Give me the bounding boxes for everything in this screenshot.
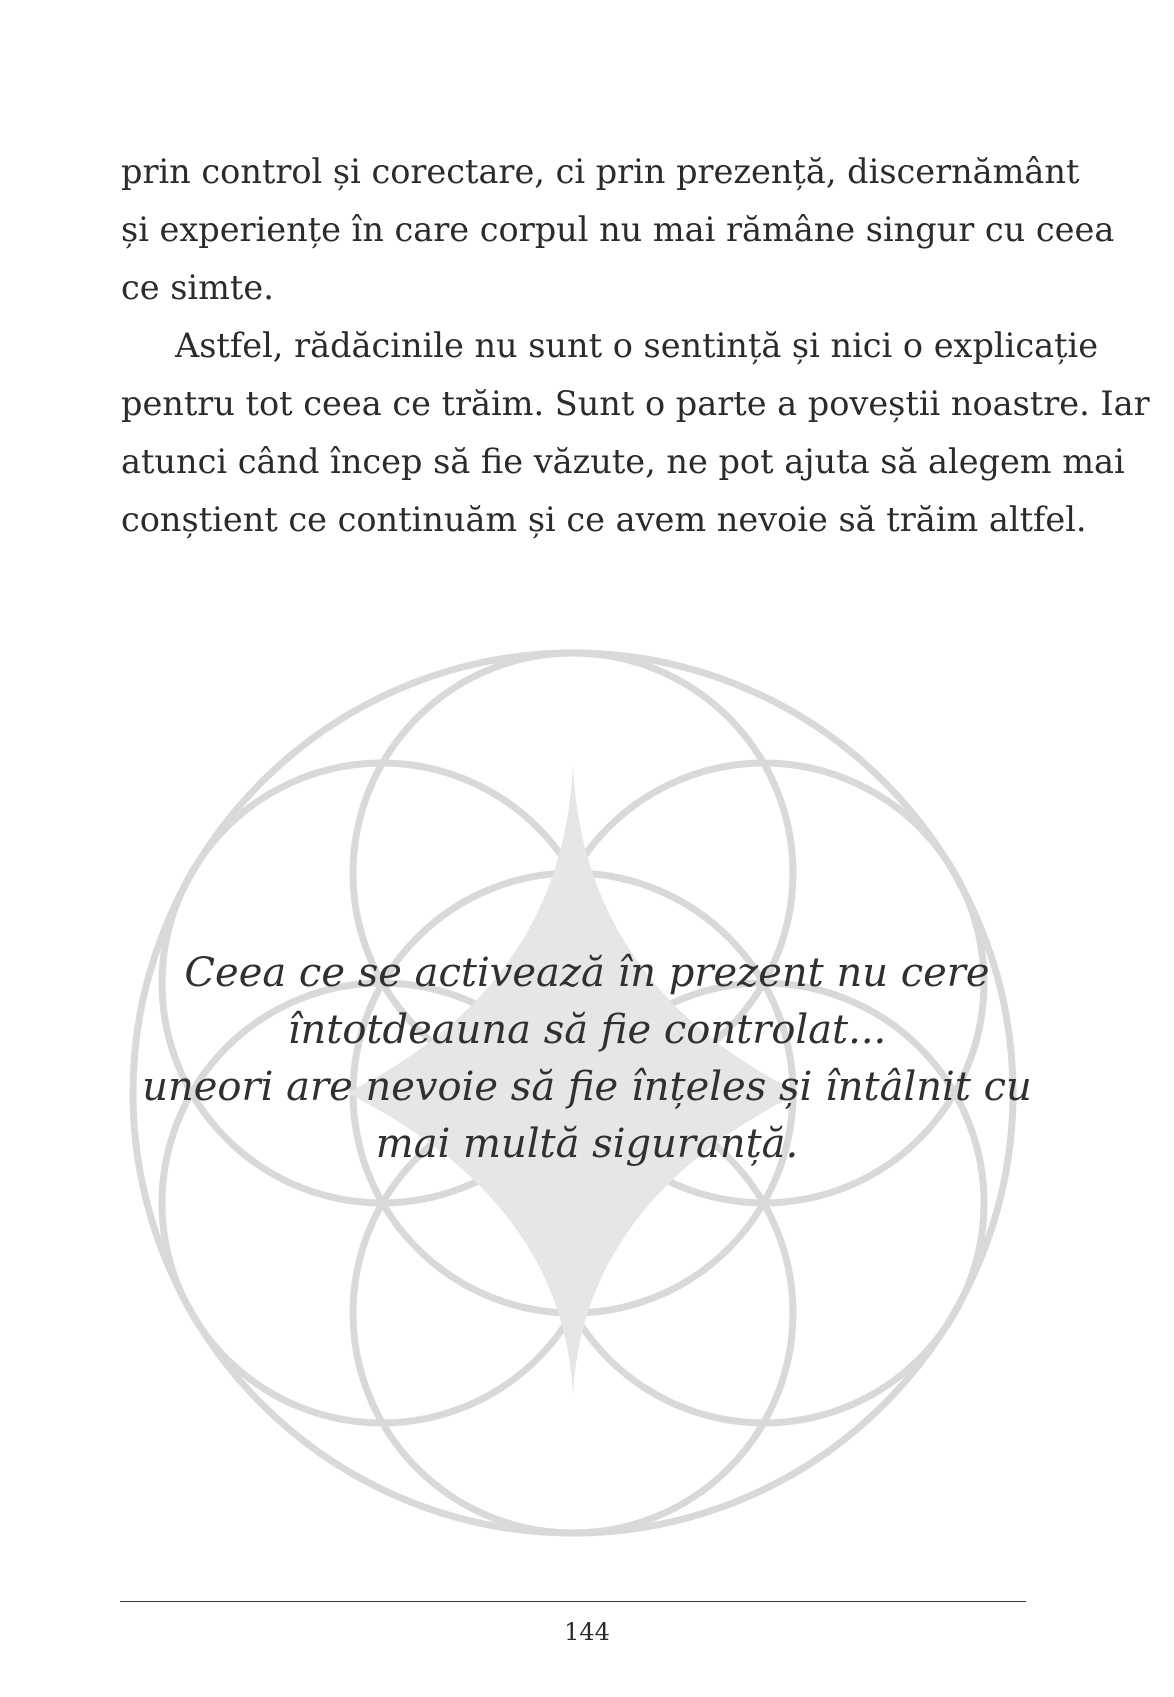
pull-quote [100,945,1074,1173]
paragraph-2-line-2: pentru tot ceea ce trăim. Sunt o parte a poveștii noastre. Iar [121,384,1150,423]
page-number: 144 [564,1618,610,1646]
quote-line-1: Ceea ce se activează în prezent nu cere [184,950,990,996]
paragraph-1-line-3: ce simte. [121,268,274,307]
paragraph-1-line-2: și experiențe în care corpul nu mai rămâne singur cu ceea [121,210,1115,249]
quote-line-2: întotdeauna să fie controlat... [287,1007,887,1053]
paragraph-1-line-1: prin control și corectare, ci prin prezență, discernământ [121,152,1080,191]
footer-divider [120,1601,1026,1602]
paragraph-2-line-4: conștient ce continuăm și ce avem nevoie să trăim altfel. [121,500,1087,539]
paragraph-2-line-1: Astfel, rădăcinile nu sunt o sentință și nici o explicație [175,326,1099,365]
quote-line-3: uneori are nevoie să fie înțeles și întâlnit cu [142,1064,1032,1110]
paragraph-2-line-3: atunci când încep să fie văzute, ne pot ajuta să alegem mai [121,442,1125,481]
quote-line-4: mai multă siguranță. [375,1121,799,1167]
